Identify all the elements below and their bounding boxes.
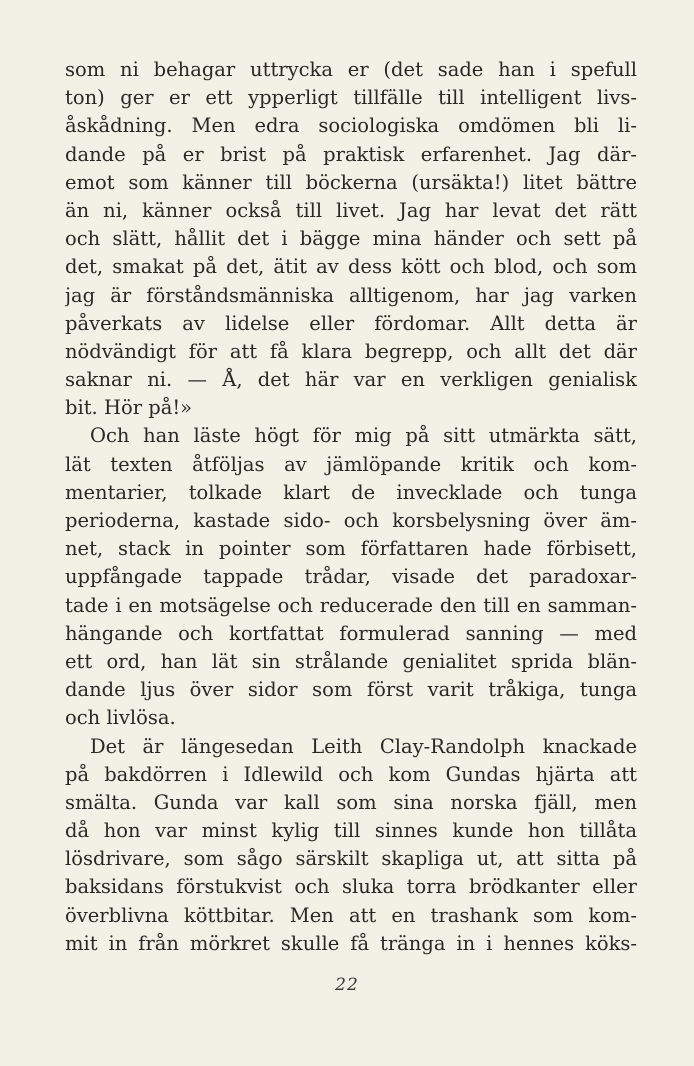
page-number: 22 xyxy=(335,975,359,995)
text-line: Och han läste högt för mig på sitt utmärkta sätt, xyxy=(90,424,637,448)
text-line: som ni behagar uttrycka er (det sade han i spefull xyxy=(65,58,637,81)
text-line: ett ord, han lät sin strålande genialitet sprida blän- xyxy=(65,649,637,673)
text-line: det, smakat på det, ätit av dess kött och blod, och som xyxy=(65,255,637,279)
text-line: emot som känner till böckerna (ursäkta!) litet bättre xyxy=(65,170,637,194)
text-line: dande på er brist på praktisk erfarenhet. Jag där- xyxy=(65,142,637,166)
text-line: hängande och kortfattat formulerad sanning — med xyxy=(65,621,637,645)
text-line: net, stack in pointer som författaren hade förbisett, xyxy=(65,537,637,561)
text-line: och livlösa. xyxy=(65,706,176,730)
text-line: och slätt, hållit det i bägge mina händer och sett på xyxy=(65,227,637,251)
body-text xyxy=(65,56,637,958)
text-line: Det är längesedan Leith Clay-Randolph knackade xyxy=(90,734,637,758)
text-line: tade i en motsägelse och reducerade den till en samman- xyxy=(65,593,637,617)
text-line: mit in från mörkret skulle få tränga in i hennes köks- xyxy=(65,931,637,955)
text-line: mentarier, tolkade klart de invecklade och tunga xyxy=(65,480,637,504)
text-line: smälta. Gunda var kall som sina norska fjäll, men xyxy=(65,790,637,814)
text-line: ton) ger er ett ypperligt tillfälle till intelligent livs- xyxy=(65,86,637,110)
text-line: överblivna köttbitar. Men att en trashank som kom- xyxy=(65,903,637,927)
text-line: åskådning. Men edra sociologiska omdömen bli li- xyxy=(65,114,637,138)
text-line: lät texten åtföljas av jämlöpande kritik och kom- xyxy=(65,452,637,476)
text-line: saknar ni. — Å, det här var en verkligen genialisk xyxy=(65,368,637,392)
text-line: baksidans förstukvist och sluka torra brödkanter eller xyxy=(65,875,637,899)
text-line: då hon var minst kylig till sinnes kunde hon tillåta xyxy=(65,819,637,843)
text-line: jag är förståndsmänniska alltigenom, har jag varken xyxy=(65,283,637,307)
text-line: än ni, känner också till livet. Jag har levat det rätt xyxy=(65,198,637,222)
text-line: lösdrivare, som sågo särskilt skapliga ut, att sitta på xyxy=(65,847,637,871)
text-line: dande ljus över sidor som först varit tråkiga, tunga xyxy=(65,678,637,702)
text-line: uppfångade tappade trådar, visade det paradoxar- xyxy=(65,565,637,589)
text-line: på bakdörren i Idlewild och kom Gundas hjärta att xyxy=(65,762,637,786)
text-line: perioderna, kastade sido- och korsbelysning över äm- xyxy=(65,509,637,532)
text-line: bit. Hör på!» xyxy=(65,396,193,420)
text-line: påverkats av lidelse eller fördomar. Allt detta är xyxy=(65,311,637,335)
text-line: nödvändigt för att få klara begrepp, och allt det där xyxy=(65,339,637,363)
